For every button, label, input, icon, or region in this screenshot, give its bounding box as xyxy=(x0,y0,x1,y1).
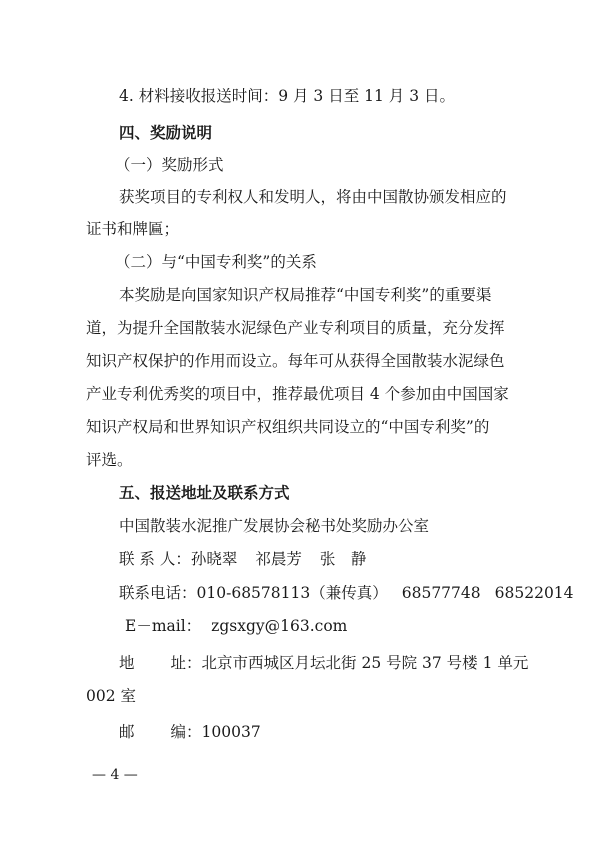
section-heading-awards: 四、奖励说明 xyxy=(119,124,213,142)
contact-address-row xyxy=(119,653,528,673)
subheading-award-form: （一）奖励形式 xyxy=(115,156,224,174)
section-heading-contact: 五、报送地址及联系方式 xyxy=(119,484,290,502)
contact-person: 张 静 xyxy=(319,550,367,568)
paragraph-line: 知识产权局和世界知识产权组织共同设立的“中国专利奖”的 xyxy=(86,418,490,436)
subheading-relation: （二）与“中国专利奖”的关系 xyxy=(115,253,317,271)
contact-person: 祁晨芳 xyxy=(255,550,302,568)
contact-persons-row xyxy=(119,549,366,569)
paragraph-line: 知识产权保护的作用而设立。每年可从获得全国散装水泥绿色 xyxy=(86,352,505,370)
email-address: zgsxgy@163.com xyxy=(211,617,348,635)
paragraph-line: 评选。 xyxy=(86,451,133,469)
contact-postcode-row xyxy=(119,722,261,742)
office-name: 中国散装水泥推广发展协会秘书处奖励办公室 xyxy=(119,517,430,535)
address-label-part: 地 xyxy=(119,654,135,672)
timeline-line: 4. 材料接收报送时间：9 月 3 日至 11 月 3 日。 xyxy=(119,87,456,105)
postcode-label-part: 邮 xyxy=(119,723,135,741)
paragraph-line: 道，为提升全国散装水泥绿色产业专利项目的质量，充分发挥 xyxy=(86,319,505,337)
phone-label: 联系电话： xyxy=(119,584,197,602)
contact-persons-label: 联 系 人： xyxy=(119,550,191,568)
phone-number: 68522014 xyxy=(494,584,574,602)
address-value: 北京市西城区月坛北街 25 号院 37 号楼 1 单元 xyxy=(201,654,529,672)
address-continuation: 002 室 xyxy=(86,687,137,705)
paragraph-line: 证书和牌匾； xyxy=(86,220,180,238)
phone-number: 68577748 xyxy=(401,584,481,602)
email-label: E－mail： xyxy=(125,617,202,635)
contact-person: 孙晓翠 xyxy=(190,550,238,568)
phone-number: 010-68578113（兼传真） xyxy=(196,584,388,602)
contact-phone-row xyxy=(119,583,574,603)
postcode-value: 100037 xyxy=(201,723,261,741)
paragraph-line: 获奖项目的专利权人和发明人，将由中国散协颁发相应的 xyxy=(119,188,507,206)
page-number: — 4 — xyxy=(92,767,138,783)
postcode-label-part: 编： xyxy=(170,723,202,741)
address-label-part: 址： xyxy=(170,654,202,672)
contact-email-row xyxy=(125,616,347,636)
paragraph-line: 产业专利优秀奖的项目中，推荐最优项目 4 个参加由中国国家 xyxy=(86,385,509,403)
paragraph-line: 本奖励是向国家知识产权局推荐“中国专利奖”的重要渠 xyxy=(119,286,492,304)
